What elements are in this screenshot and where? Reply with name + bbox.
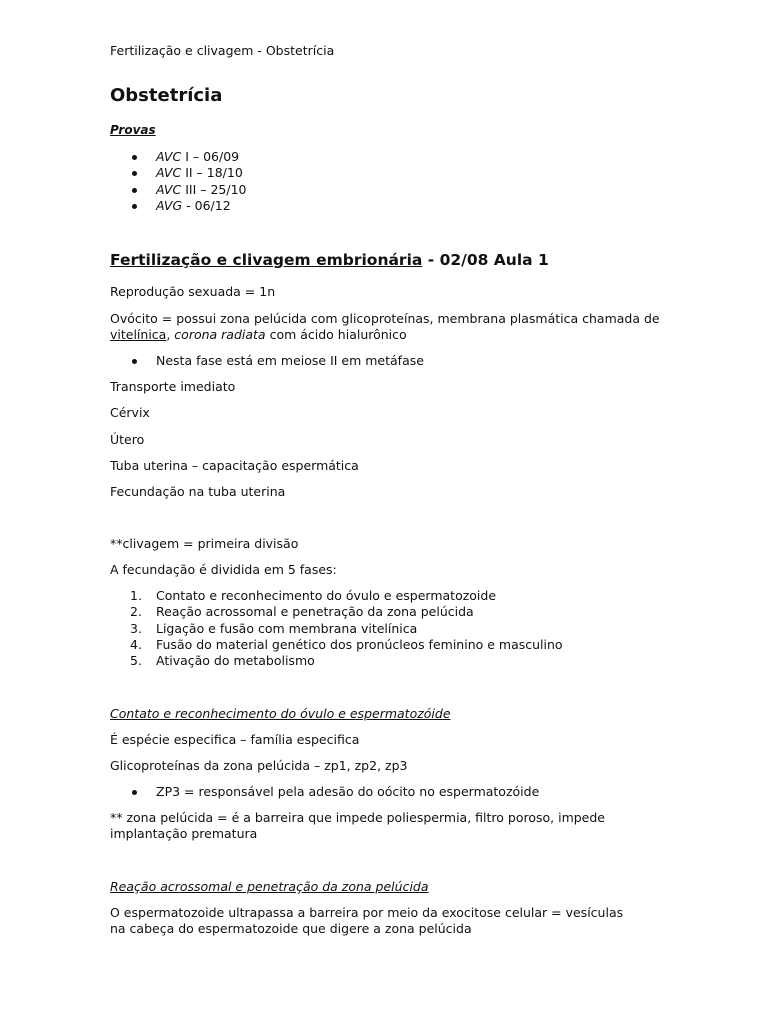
term-corona-radiata: corona radiata xyxy=(174,327,266,342)
exam-code: AVG xyxy=(156,197,183,213)
section-title xyxy=(110,252,549,268)
exam-date: - 06/12 xyxy=(182,197,231,213)
paragraph-fecundacao: Fecundação na tuba uterina xyxy=(110,484,286,499)
list-item xyxy=(110,621,563,637)
exam-date: I – 06/09 xyxy=(181,149,240,164)
list-text: Ativação do metabolismo xyxy=(156,653,315,669)
section-title-main: Fertilização e clivagem embrionária xyxy=(110,251,423,269)
paragraph-ovocito-line1: Ovócito = possui zona pelúcida com glicoproteínas, membrana plasmática chamada de xyxy=(110,311,660,326)
exam-date: III – 25/10 xyxy=(181,181,247,197)
list-number: 2. xyxy=(130,604,142,620)
list-item xyxy=(110,653,563,669)
paragraph-tuba: Tuba uterina – capacitação espermática xyxy=(110,458,359,473)
list-item xyxy=(110,604,563,620)
list-item xyxy=(110,588,563,604)
list-item: ZP3 = responsável pela adesão do oócito no espermatozóide xyxy=(110,784,539,800)
list-number: 5. xyxy=(130,653,142,669)
exam-date: II – 18/10 xyxy=(181,165,243,181)
exam-code: AVC xyxy=(156,149,182,164)
exam-code: AVC xyxy=(156,165,182,181)
list-text: Ligação e fusão com membrana vitelínica xyxy=(156,620,418,636)
section-title-date: - 02/08 Aula 1 xyxy=(422,251,549,269)
meiose-list xyxy=(110,353,424,369)
provas-heading: Provas xyxy=(110,123,156,137)
list-text: Contato e reconhecimento do óvulo e espermatozoide xyxy=(156,588,497,603)
paragraph-cervix: Cérvix xyxy=(110,405,150,420)
ovocito-rest: com ácido hialurônico xyxy=(265,327,407,342)
list-item xyxy=(110,182,246,198)
list-number: 3. xyxy=(130,620,142,636)
fases-list xyxy=(110,588,563,669)
paragraph-especie: É espécie especifica – família especifica xyxy=(110,732,360,747)
subheading-contato: Contato e reconhecimento do óvulo e espermatozóide xyxy=(110,706,451,721)
term-vitelinica: vitelínica xyxy=(110,327,167,342)
list-text: Fusão do material genético dos pronúcleos feminino e masculino xyxy=(156,636,563,652)
paragraph-espermatozoide: O espermatozoide ultrapassa a barreira por meio da exocitose celular = vesículas na cabeça do espermatozoide que digere a zona pelúcida xyxy=(110,905,624,936)
list-text: Reação acrossomal e penetração da zona pelúcida xyxy=(156,604,474,620)
list-item: Nesta fase está em meiose II em metáfase xyxy=(110,353,424,369)
paragraph-transporte: Transporte imediato xyxy=(110,379,236,394)
list-item xyxy=(110,149,246,165)
paragraph-clivagem: **clivagem = primeira divisão xyxy=(110,536,299,551)
paragraph-glicoproteinas: Glicoproteínas da zona pelúcida – zp1, zp2, zp3 xyxy=(110,758,408,773)
zp3-list xyxy=(110,784,539,800)
list-item xyxy=(110,198,246,214)
page-header: Fertilização e clivagem - Obstetrícia xyxy=(110,43,335,58)
list-number: 1. xyxy=(130,588,142,603)
paragraph-utero: Útero xyxy=(110,432,145,447)
exam-code: AVC xyxy=(156,181,182,197)
paragraph-zona-pelucida: ** zona pelúcida = é a barreira que impede poliespermia, filtro poroso, impede implantação prematura xyxy=(110,810,605,841)
subheading-reacao: Reação acrossomal e penetração da zona pelúcida xyxy=(110,879,429,894)
separator: , xyxy=(166,327,175,342)
provas-list xyxy=(110,149,246,214)
list-item xyxy=(110,637,563,653)
paragraph-reproducao: Reprodução sexuada = 1n xyxy=(110,284,276,299)
list-item xyxy=(110,165,246,181)
paragraph-ovocito-line2 xyxy=(110,327,407,343)
list-number: 4. xyxy=(130,636,142,652)
paragraph-fases: A fecundação é dividida em 5 fases: xyxy=(110,562,337,577)
document-title: Obstetrícia xyxy=(110,85,223,106)
